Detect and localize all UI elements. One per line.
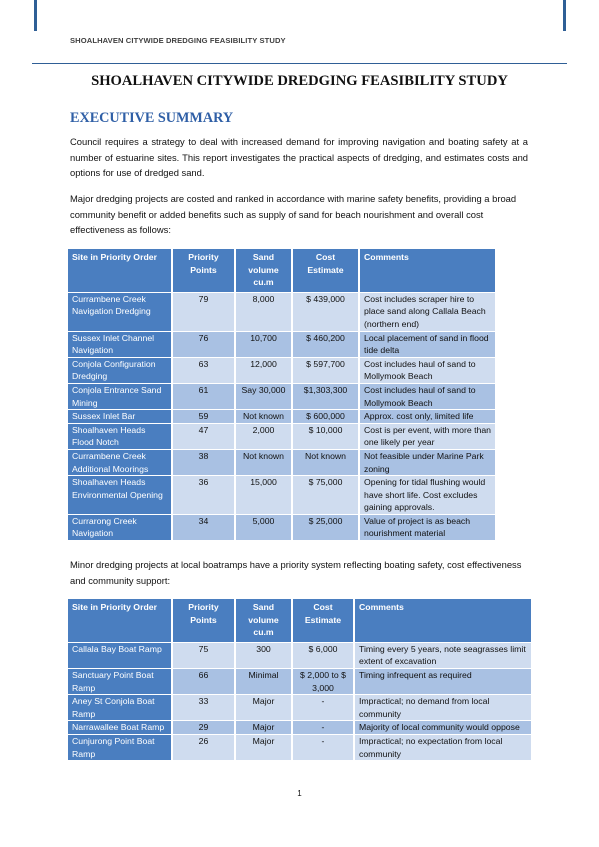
table-row	[68, 449, 495, 475]
points-cell: 61	[173, 383, 234, 409]
site-cell: Shoalhaven Heads Environmental Opening	[68, 475, 171, 514]
points-cell: 79	[173, 292, 234, 331]
column-header: Site in Priority Order	[68, 599, 171, 642]
volume-cell: Major	[236, 694, 291, 720]
table-row	[68, 475, 495, 514]
column-header: Sand volume cu.m	[236, 599, 291, 642]
comment-cell: Timing infrequent as required	[355, 668, 531, 694]
column-header: Priority Points	[173, 249, 234, 292]
site-cell: Conjola Configuration Dredging	[68, 357, 171, 383]
site-cell: Sanctuary Point Boat Ramp	[68, 668, 171, 694]
table-row	[68, 514, 495, 540]
volume-cell: Not known	[236, 449, 291, 475]
comment-cell: Local placement of sand in flood tide delta	[360, 331, 495, 357]
table-row	[68, 383, 495, 409]
table-row	[68, 423, 495, 449]
points-cell: 36	[173, 475, 234, 514]
points-cell: 63	[173, 357, 234, 383]
points-cell: 38	[173, 449, 234, 475]
site-cell: Currambene Creek Navigation Dredging	[68, 292, 171, 331]
site-cell: Callala Bay Boat Ramp	[68, 642, 171, 668]
comment-cell: Value of project is as beach nourishment material	[360, 514, 495, 540]
table-header-row	[68, 599, 531, 642]
comment-cell: Not feasible under Marine Park zoning	[360, 449, 495, 475]
header-frame	[34, 0, 566, 31]
column-header: Priority Points	[173, 599, 234, 642]
table-row	[68, 409, 495, 423]
table-row	[68, 668, 531, 694]
points-cell: 59	[173, 409, 234, 423]
site-cell: Narrawallee Boat Ramp	[68, 720, 171, 734]
header-divider	[32, 63, 567, 64]
cost-cell: -	[293, 694, 353, 720]
paragraph-minor: Minor dredging projects at local boatramps have a priority system reflecting boating safety, cost effectiveness and community support:	[70, 559, 522, 586]
table-row	[68, 734, 531, 760]
cost-cell: $ 439,000	[293, 292, 358, 331]
cost-cell: $ 75,000	[293, 475, 358, 514]
points-cell: 66	[173, 668, 234, 694]
comment-cell: Approx. cost only, limited life	[360, 409, 495, 423]
cost-cell: -	[293, 720, 353, 734]
column-header: Comments	[355, 599, 531, 642]
column-header: Sand volume cu.m	[236, 249, 291, 292]
comment-cell: Impractical; no demand from local community	[355, 694, 531, 720]
comment-cell: Cost includes haul of sand to Mollymook Beach	[360, 357, 495, 383]
volume-cell: 15,000	[236, 475, 291, 514]
paragraph-intro: Council requires a strategy to deal with increased demand for improving navigation and boating safety at a number of estuarine sites. This report investigates the practical aspects of dredging, and estimates costs and options for use of dredged sand.	[70, 136, 528, 179]
points-cell: 47	[173, 423, 234, 449]
comment-cell: Cost includes scraper hire to place sand along Callala Beach (northern end)	[360, 292, 495, 331]
volume-cell: 8,000	[236, 292, 291, 331]
column-header: Cost Estimate	[293, 249, 358, 292]
volume-cell: Say 30,000	[236, 383, 291, 409]
points-cell: 26	[173, 734, 234, 760]
cost-cell: $ 6,000	[293, 642, 353, 668]
column-header: Comments	[360, 249, 495, 292]
points-cell: 29	[173, 720, 234, 734]
cost-cell: $ 597,700	[293, 357, 358, 383]
site-cell: Currarong Creek Navigation	[68, 514, 171, 540]
points-cell: 76	[173, 331, 234, 357]
comment-cell: Majority of local community would oppose	[355, 720, 531, 734]
volume-cell: 300	[236, 642, 291, 668]
minor-projects-table	[66, 599, 533, 760]
table-header-row	[68, 249, 495, 292]
volume-cell: Not known	[236, 409, 291, 423]
volume-cell: 12,000	[236, 357, 291, 383]
cost-cell: $ 2,000 to $ 3,000	[293, 668, 353, 694]
table-row	[68, 292, 495, 331]
points-cell: 75	[173, 642, 234, 668]
cost-cell: $ 460,200	[293, 331, 358, 357]
site-cell: Sussex Inlet Bar	[68, 409, 171, 423]
points-cell: 34	[173, 514, 234, 540]
comment-cell: Opening for tidal flushing would have short life. Cost excludes gaining approvals.	[360, 475, 495, 514]
table-row	[68, 694, 531, 720]
site-cell: Aney St Conjola Boat Ramp	[68, 694, 171, 720]
cost-cell: $ 10,000	[293, 423, 358, 449]
section-heading: EXECUTIVE SUMMARY	[70, 110, 234, 126]
comment-cell: Timing every 5 years, note seagrasses limit extent of excavation	[355, 642, 531, 668]
major-projects-table	[66, 249, 497, 540]
comment-cell: Impractical; no expectation from local community	[355, 734, 531, 760]
table-row	[68, 720, 531, 734]
site-cell: Cunjurong Point Boat Ramp	[68, 734, 171, 760]
cost-cell: -	[293, 734, 353, 760]
points-cell: 33	[173, 694, 234, 720]
cost-cell: $ 600,000	[293, 409, 358, 423]
volume-cell: 10,700	[236, 331, 291, 357]
comment-cell: Cost is per event, with more than one likely per year	[360, 423, 495, 449]
volume-cell: 2,000	[236, 423, 291, 449]
table-row	[68, 331, 495, 357]
column-header: Site in Priority Order	[68, 249, 171, 292]
site-cell: Sussex Inlet Channel Navigation	[68, 331, 171, 357]
volume-cell: 5,000	[236, 514, 291, 540]
page-number: 1	[297, 789, 302, 798]
cost-cell: $1,303,300	[293, 383, 358, 409]
column-header: Cost Estimate	[293, 599, 353, 642]
site-cell: Currambene Creek Additional Moorings	[68, 449, 171, 475]
cost-cell: Not known	[293, 449, 358, 475]
volume-cell: Major	[236, 734, 291, 760]
volume-cell: Minimal	[236, 668, 291, 694]
paragraph-major: Major dredging projects are costed and ranked in accordance with marine safety benefits, providing a broad community benefit or added benefits such as supply of sand for beach nourishment and overall cost effectiveness as follows:	[70, 193, 517, 236]
document-title: SHOALHAVEN CITYWIDE DREDGING FEASIBILITY STUDY	[91, 73, 508, 89]
volume-cell: Major	[236, 720, 291, 734]
running-header: SHOALHAVEN CITYWIDE DREDGING FEASIBILITY STUDY	[70, 36, 286, 45]
site-cell: Shoalhaven Heads Flood Notch	[68, 423, 171, 449]
site-cell: Conjola Entrance Sand Mining	[68, 383, 171, 409]
comment-cell: Cost includes haul of sand to Mollymook Beach	[360, 383, 495, 409]
table-row	[68, 357, 495, 383]
cost-cell: $ 25,000	[293, 514, 358, 540]
table-row	[68, 642, 531, 668]
